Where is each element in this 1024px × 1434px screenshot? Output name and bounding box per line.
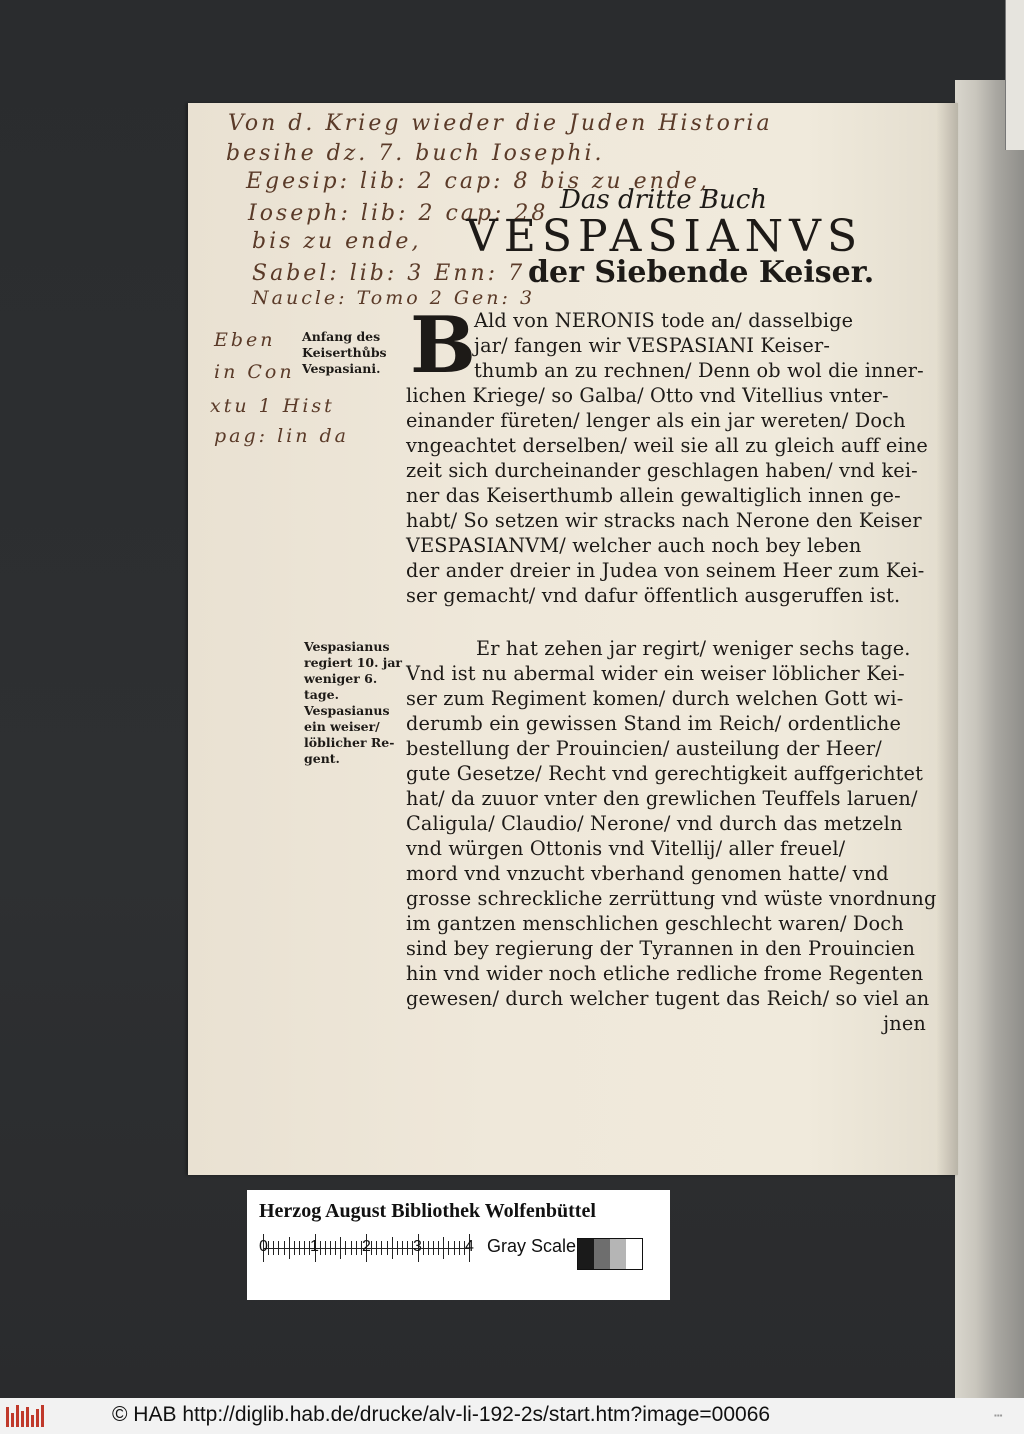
handwritten-line-1: Von d. Krieg wieder die Juden Historia	[228, 111, 773, 136]
text-line: sind bey regierung der Tyrannen in den Prouincien	[406, 937, 916, 960]
margin-note-line: Vespasiani.	[302, 361, 381, 376]
margin-note-line: regiert 10. jar	[304, 655, 402, 670]
text-line: hin vnd wider noch etliche redliche frome Regenten	[406, 962, 924, 985]
text-line: ser gemacht/ vnd dafur öffentlich ausgeruffen ist.	[406, 584, 901, 607]
ruler-tick	[325, 1241, 326, 1255]
ruler-tick	[340, 1237, 341, 1259]
logo-bar	[31, 1415, 34, 1427]
ruler-tick	[376, 1241, 377, 1255]
text-line: ser zum Regiment komen/ durch welchen Gott wi-	[406, 687, 904, 710]
gray-scale-swatches	[577, 1238, 643, 1270]
logo-bar	[16, 1405, 19, 1427]
ruler-number: 0	[259, 1238, 268, 1255]
text-line: hat/ da zuuor vnter den grewlichen Teuffels laruen/	[406, 787, 918, 810]
ruler-tick	[407, 1241, 408, 1255]
ruler-tick	[381, 1241, 382, 1255]
text-line: gute Gesetze/ Recht vnd gerechtigkeit auffgerichtet	[406, 762, 924, 785]
text-line: vngeachtet derselben/ weil sie all zu gleich auff eine	[406, 434, 928, 457]
margin-note-line: weniger 6.	[304, 671, 378, 686]
book-page	[188, 103, 958, 1175]
margin-hand-3: xtu 1 Hist	[210, 395, 335, 417]
text-line: VESPASIANVM/ welcher auch noch bey leben	[406, 534, 862, 557]
drop-cap: B	[410, 300, 476, 391]
ruler-tick	[268, 1241, 269, 1255]
text-line: derumb ein gewissen Stand im Reich/ ordentliche	[406, 712, 902, 735]
text-line: thumb an zu rechnen/ Denn ob wol die inner-	[474, 359, 924, 382]
margin-hand-4: pag: lin da	[214, 425, 350, 447]
ruler-tick	[335, 1241, 336, 1255]
body-text	[406, 300, 937, 1036]
handwritten-line-4: Ioseph: lib: 2 cap: 28	[248, 201, 549, 226]
text-line: lichen Kriege/ so Galba/ Otto vnd Vitellius vnter-	[406, 384, 889, 407]
margin-note-line: Keiserthůbs	[302, 345, 387, 360]
text-line: Caligula/ Claudio/ Nerone/ vnd durch das metzeln	[406, 812, 903, 835]
text-line: mord vnd vnzucht vberhand genomen hatte/ vnd	[406, 862, 889, 885]
text-line: vnd würgen Ottonis vnd Vitellij/ aller freuel/	[406, 837, 846, 860]
text-line: zeit sich durcheinander geschlagen haben/ vnd kei-	[406, 459, 918, 482]
margin-hand-1: Eben	[214, 329, 276, 351]
swatch-white	[626, 1239, 642, 1269]
logo-bar	[11, 1413, 14, 1427]
margin-note-line: Vespasianus	[304, 639, 390, 654]
ruler-tick	[351, 1241, 352, 1255]
logo-bar	[41, 1405, 44, 1427]
hab-logo-icon	[4, 1404, 48, 1428]
ruler-tick	[320, 1241, 321, 1255]
margin-note-line: tage.	[304, 687, 339, 702]
handwritten-line-2: besihe dz. 7. buch Iosephi.	[226, 141, 605, 166]
header-title: VESPASIANVS	[466, 211, 864, 262]
ruler-tick	[448, 1241, 449, 1255]
text-line: Er hat zehen jar regirt/ weniger sechs tage.	[476, 637, 911, 660]
margin-note-line: gent.	[304, 751, 340, 766]
ruler-tick	[284, 1241, 285, 1255]
ruler-tick	[397, 1241, 398, 1255]
ruler-tick	[459, 1241, 460, 1255]
copyright-url: © HAB http://diglib.hab.de/drucke/alv-li-192-2s/start.htm?image=00066	[112, 1403, 771, 1426]
ruler-number: 2	[362, 1238, 371, 1255]
ruler-tick	[428, 1241, 429, 1255]
logo-bar	[36, 1409, 39, 1427]
ruler-tick	[433, 1241, 434, 1255]
text-line: bestellung der Prouincien/ austeilung der Heer/	[406, 737, 882, 760]
ruler-tick	[371, 1241, 372, 1255]
margin-hand-2: in Con	[214, 361, 295, 383]
logo-bar	[6, 1407, 9, 1427]
footer-mark: ▪▪▪	[994, 1411, 1003, 1420]
ruler-tick	[438, 1241, 439, 1255]
ruler-tick	[345, 1241, 346, 1255]
ruler-tick	[387, 1241, 388, 1255]
ruler-tick	[356, 1241, 357, 1255]
text-line: jnen	[883, 1012, 926, 1035]
ruler-tick	[330, 1241, 331, 1255]
margin-note-line: löblicher Re-	[304, 735, 395, 750]
text-line: im gantzen menschlichen geschlecht waren/ Doch	[406, 912, 904, 935]
text-line: der ander dreier in Judea von seinem Heer zum Kei-	[406, 559, 925, 582]
handwritten-line-3: Egesip: lib: 2 cap: 8 bis zu ende,	[246, 169, 710, 194]
ruler-tick	[273, 1241, 274, 1255]
margin-note-2	[304, 639, 402, 767]
text-line: habt/ So setzen wir stracks nach Nerone den Keiser	[406, 509, 922, 532]
ruler-number: 3	[413, 1238, 422, 1255]
text-line: einander füreten/ lenger als ein jar wereten/ Doch	[406, 409, 906, 432]
ruler-tick	[304, 1241, 305, 1255]
margin-note-1	[302, 329, 387, 377]
text-line: Vnd ist nu abermal wider ein weiser löblicher Kei-	[406, 662, 905, 685]
ruler-tick	[454, 1241, 455, 1255]
ruler-tick	[392, 1237, 393, 1259]
ruler-tick	[294, 1241, 295, 1255]
ruler-number: 1	[310, 1238, 319, 1255]
library-name: Herzog August Bibliothek Wolfenbüttel	[259, 1200, 596, 1222]
text-line: ner das Keiserthumb allein gewaltiglich innen ge-	[406, 484, 901, 507]
ruler-tick	[402, 1241, 403, 1255]
footer-bar	[0, 1398, 1024, 1434]
header-book: Das dritte Buch	[560, 185, 768, 215]
text-line: jar/ fangen wir VESPASIANI Keiser-	[474, 334, 830, 357]
ruler-number: 4	[465, 1238, 474, 1255]
ruler-tick	[278, 1241, 279, 1255]
text-line: gewesen/ durch welcher tugent das Reich/ so viel an	[406, 987, 930, 1010]
adjacent-page	[955, 80, 1024, 1398]
ruler-tick	[423, 1241, 424, 1255]
swatch-light-gray	[610, 1239, 626, 1269]
ruler-tick	[443, 1237, 444, 1259]
margin-note-line: Anfang des	[302, 329, 381, 344]
margin-note-line: ein weiser/	[304, 719, 380, 734]
handwritten-line-7: Naucle: Tomo 2 Gen: 3	[252, 287, 536, 309]
swatch-black	[578, 1239, 594, 1269]
handwritten-line-5: bis zu ende,	[252, 229, 422, 254]
library-scale-card	[247, 1190, 670, 1300]
text-line: grosse schreckliche zerrüttung vnd wüste vnordnung	[406, 887, 937, 910]
margin-note-line: Vespasianus	[304, 703, 390, 718]
ruler-tick	[299, 1241, 300, 1255]
swatch-dark-gray	[594, 1239, 610, 1269]
text-line: Ald von NERONIS tode an/ dasselbige	[474, 309, 854, 332]
logo-bar	[26, 1407, 29, 1427]
header-subtitle: der Siebende Keiser.	[528, 255, 875, 290]
gutter-shadow	[936, 103, 958, 1175]
handwritten-line-6: Sabel: lib: 3 Enn: 7	[252, 261, 526, 286]
ruler-tick	[289, 1237, 290, 1259]
adjacent-page-edge	[1005, 0, 1024, 150]
logo-bar	[21, 1411, 24, 1427]
gray-scale-label: Gray Scale	[487, 1236, 577, 1256]
